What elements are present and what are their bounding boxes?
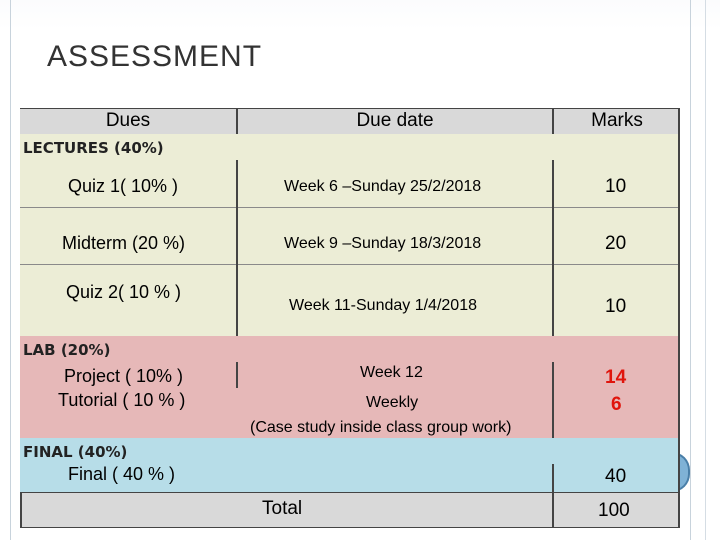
frame-line-left (10, 0, 11, 540)
table-row-date: Week 11-Sunday 1/4/2018 (289, 297, 477, 314)
section-lectures-body (20, 160, 680, 336)
header-due-date: Due date (356, 110, 434, 131)
total-label: Total (262, 498, 303, 519)
table-row-marks: 10 (605, 296, 627, 317)
section-final-body (20, 464, 680, 492)
table-row-marks: 10 (605, 176, 627, 197)
header-dues: Dues (105, 110, 151, 131)
column-divider (236, 362, 238, 388)
frame-line-right (690, 0, 691, 540)
table-row-due: Quiz 1( 10% ) (68, 176, 179, 196)
total-divider (20, 492, 680, 493)
table-row-marks: 40 (605, 466, 627, 487)
table-row-due: Quiz 2( 10 % ) (66, 282, 182, 302)
table-row-date: Week 12 (360, 364, 423, 381)
table-row-marks: 14 (605, 367, 627, 388)
frame-line-right-outer (705, 0, 706, 540)
top-band (0, 0, 720, 30)
total-marks: 100 (598, 500, 630, 521)
column-divider (236, 108, 238, 134)
section-lectures (20, 134, 680, 160)
table-row-date: Week 6 –Sunday 25/2/2018 (284, 178, 482, 195)
table-row-date: Week 9 –Sunday 18/3/2018 (284, 235, 482, 252)
total-row (20, 492, 680, 528)
table-row-marks: 20 (605, 233, 627, 254)
header-marks: Marks (591, 110, 643, 131)
section-label-lab: LAB (20%) (23, 341, 111, 359)
row-divider (20, 264, 680, 265)
table-left-border (20, 492, 22, 528)
column-divider (552, 108, 554, 134)
section-lab-body (20, 362, 680, 438)
table-row-due: Project ( 10% ) (64, 366, 184, 386)
table-right-border (678, 108, 680, 528)
table-row-due: Tutorial ( 10 % ) (58, 390, 186, 410)
section-label-final: FINAL (40%) (23, 443, 128, 461)
table-header (20, 108, 680, 136)
slide-title: ASSESSMENT (47, 40, 263, 73)
table-row-due: Final ( 40 % ) (68, 464, 176, 484)
column-divider (236, 160, 238, 336)
table-bottom-border (20, 527, 680, 528)
column-divider (552, 464, 554, 528)
assessment-table (20, 108, 680, 528)
table-row-date-note: (Case study inside class group work) (250, 419, 512, 436)
table-row-marks: 6 (611, 394, 622, 415)
column-divider (552, 362, 554, 438)
section-final (20, 438, 680, 464)
column-divider (552, 160, 554, 336)
section-lab (20, 336, 680, 362)
table-row-date: Weekly (366, 394, 419, 411)
table-row-due: Midterm (20 %) (62, 233, 186, 253)
row-divider (20, 207, 680, 208)
section-label-lectures: LECTURES (40%) (23, 139, 164, 157)
